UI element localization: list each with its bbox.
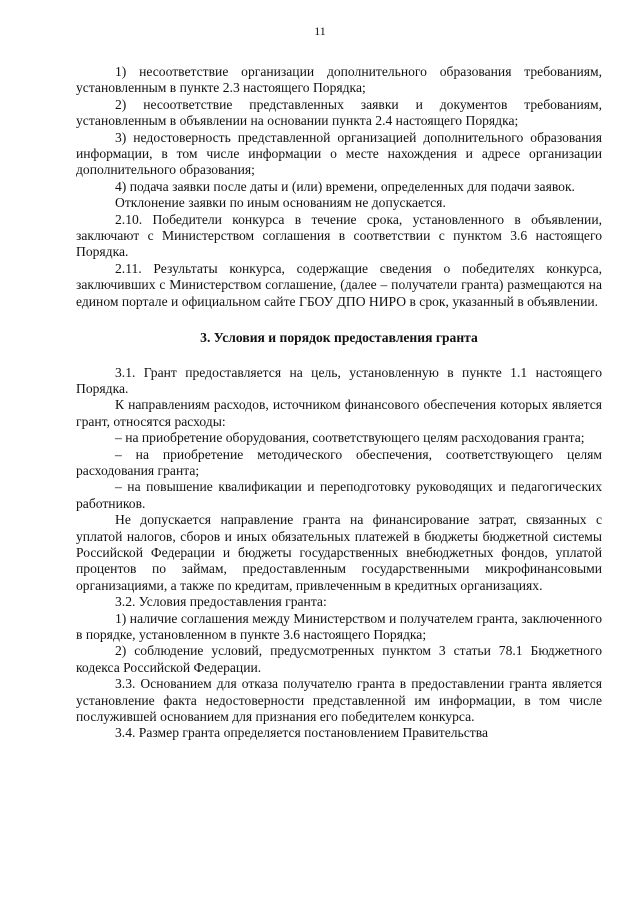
- paragraph-expense-directions: К направлениям расходов, источником финансового обеспечения которых является грант, относятся расходы:: [76, 397, 602, 429]
- paragraph-3-3: 3.3. Основанием для отказа получателю гранта в предоставлении гранта является установление факта недостоверности представленной им информации, в том числе послужившей основанием для признания его победителем конкурса.: [76, 676, 602, 725]
- paragraph-3-2: 3.2. Условия предоставления гранта:: [115, 594, 327, 610]
- paragraph-grounds-4: 4) подача заявки после даты и (или) времени, определенных для подачи заявок.: [115, 178, 575, 194]
- list-item-methodical: – на приобретение методического обеспечения, соответствующего целям расходования гранта;: [76, 446, 602, 478]
- paragraph-prohibited-costs: Не допускается направление гранта на финансирование затрат, связанных с уплатой налогов, сборов и иных обязательных платежей в бюджеты бюджетной системы Российской Федерации и бюджеты государственных внебюджетных фондов, уплатой процентов по займам, предоставленным государственными микрофинансовыми организациями, а также по кредитам, привлеченным в кредитных организациях.: [76, 512, 602, 593]
- paragraph-condition-1: 1) наличие соглашения между Министерством и получателем гранта, заключенного в порядке, установленном в пункте 3.6 настоящего Порядка;: [76, 610, 602, 642]
- list-item-equipment: – на приобретение оборудования, соответствующего целям расходования гранта;: [115, 430, 585, 446]
- paragraph-3-4: 3.4. Размер гранта определяется постановлением Правительства: [115, 725, 488, 741]
- paragraph-rejection: Отклонение заявки по иным основаниям не допускается.: [115, 195, 446, 211]
- paragraph-grounds-1: 1) несоответствие организации дополнительного образования требованиям, установленным в пункте 2.3 настоящего Порядка;: [76, 64, 602, 96]
- paragraph-2-10: 2.10. Победители конкурса в течение срока, установленного в объявлении, заключают с Министерством соглашения в соответствии с пунктом 3.6 настоящего Порядка.: [76, 211, 602, 260]
- paragraph-2-11: 2.11. Результаты конкурса, содержащие сведения о победителях конкурса, заключивших с Министерством соглашение, (далее – получатели гранта) размещаются на едином портале и официальном сайте ГБОУ ДПО НИРО в срок, указанный в объявлении.: [76, 260, 602, 309]
- paragraph-3-1: 3.1. Грант предоставляется на цель, установленную в пункте 1.1 настоящего Порядка.: [76, 364, 602, 396]
- paragraph-grounds-2: 2) несоответствие представленных заявки и документов требованиям, установленным в объявлении на основании пункта 2.4 настоящего Порядка;: [76, 96, 602, 129]
- page-content: [76, 64, 602, 742]
- list-item-training: – на повышение квалификации и переподготовку руководящих и педагогических работников.: [76, 479, 602, 511]
- paragraph-grounds-3: 3) недостоверность представленной организацией дополнительного образования информации, в том числе информации о месте нахождения и адресе организации дополнительного образования;: [76, 129, 602, 178]
- paragraph-condition-2: 2) соблюдение условий, предусмотренных пунктом 3 статьи 78.1 Бюджетного кодекса Российской Федерации.: [76, 643, 602, 675]
- page-number: 11: [314, 24, 326, 38]
- section-heading: 3. Условия и порядок предоставления гранта: [200, 330, 478, 346]
